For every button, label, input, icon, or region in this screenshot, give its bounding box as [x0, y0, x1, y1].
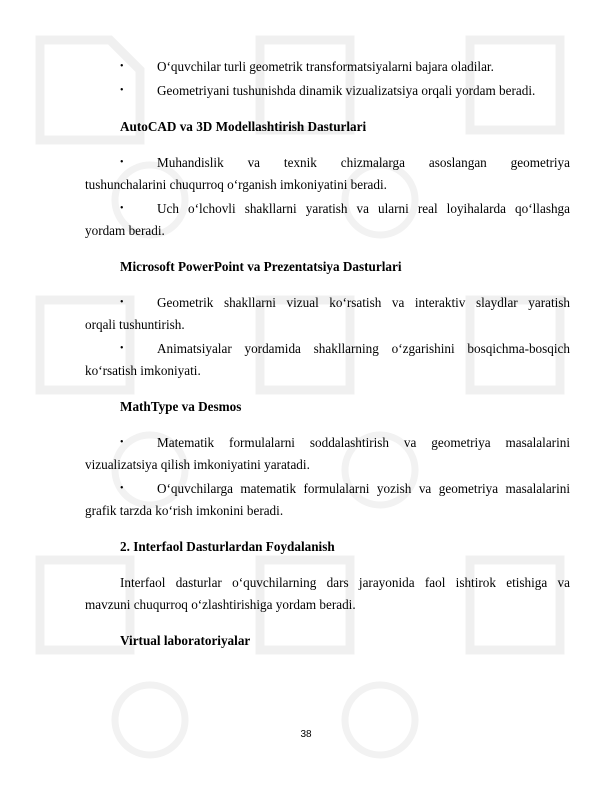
section-heading: MathType va Desmos: [120, 399, 242, 414]
bullet-continuation: orqali tushuntirish.: [85, 317, 185, 332]
bullet-item: [85, 432, 570, 454]
bullet-icon: •: [120, 61, 124, 72]
section-heading: Microsoft PowerPoint va Prezentatsiya Dasturlari: [120, 259, 402, 274]
bullet-item: [85, 198, 570, 220]
page-content: [85, 56, 570, 652]
bullet-text: Geometriyani tushunishda dinamik vizualizatsiya orqali yordam beradi.: [157, 83, 536, 98]
paragraph-line: Interfaol dasturlar o‘quvchilarning dars jarayonida faol ishtirok etishiga va: [120, 575, 570, 590]
bullet-text: Muhandislik va texnik chizmalarga asoslangan geometriya: [157, 155, 570, 170]
bullet-text: Uch o‘lchovli shakllarni yaratish va ularni real loyihalarda qo‘llashga: [157, 201, 570, 216]
section-heading: AutoCAD va 3D Modellashtirish Dasturlari: [120, 119, 367, 134]
bullet-item: [85, 56, 570, 78]
bullet-continuation: tushunchalarini chuqurroq o‘rganish imkoniyatini beradi.: [85, 177, 387, 192]
paragraph-continuation: mavzuni chuqurroq o‘zlashtirishiga yordam beradi.: [85, 597, 356, 612]
bullet-item: [85, 80, 570, 102]
bullet-text: Animatsiyalar yordamida shakllarning o‘zgarishini bosqichma-bosqich: [157, 341, 570, 356]
bullet-item: [85, 338, 570, 360]
bullet-continuation: yordam beradi.: [85, 223, 165, 238]
bullet-icon: •: [120, 343, 124, 354]
bullet-item: [85, 292, 570, 314]
bullet-text: Matematik formulalarni soddalashtirish va geometriya masalalarini: [157, 435, 570, 450]
bullet-icon: •: [120, 297, 124, 308]
paragraph: [85, 572, 570, 594]
bullet-icon: •: [120, 483, 124, 494]
bullet-icon: •: [120, 85, 124, 96]
bullet-item: [85, 152, 570, 174]
bullet-text: Geometrik shakllarni vizual ko‘rsatish va interaktiv slaydlar yaratish: [157, 295, 570, 310]
bullet-icon: •: [120, 157, 124, 168]
bullet-continuation: ko‘rsatish imkoniyati.: [85, 363, 201, 378]
bullet-icon: •: [120, 203, 124, 214]
section-heading: Virtual laboratoriyalar: [120, 633, 251, 648]
bullet-continuation: vizualizatsiya qilish imkoniyatini yaratadi.: [85, 457, 310, 472]
section-heading: 2. Interfaol Dasturlardan Foydalanish: [120, 539, 335, 554]
bullet-text: O‘quvchilar turli geometrik transformatsiyalarni bajara oladilar.: [157, 59, 494, 74]
bullet-icon: •: [120, 437, 124, 448]
page-number: 38: [300, 729, 312, 740]
bullet-text: O‘quvchilarga matematik formulalarni yozish va geometriya masalalarini: [157, 481, 570, 496]
bullet-continuation: grafik tarzda ko‘rish imkonini beradi.: [85, 503, 284, 518]
bullet-item: [85, 478, 570, 500]
